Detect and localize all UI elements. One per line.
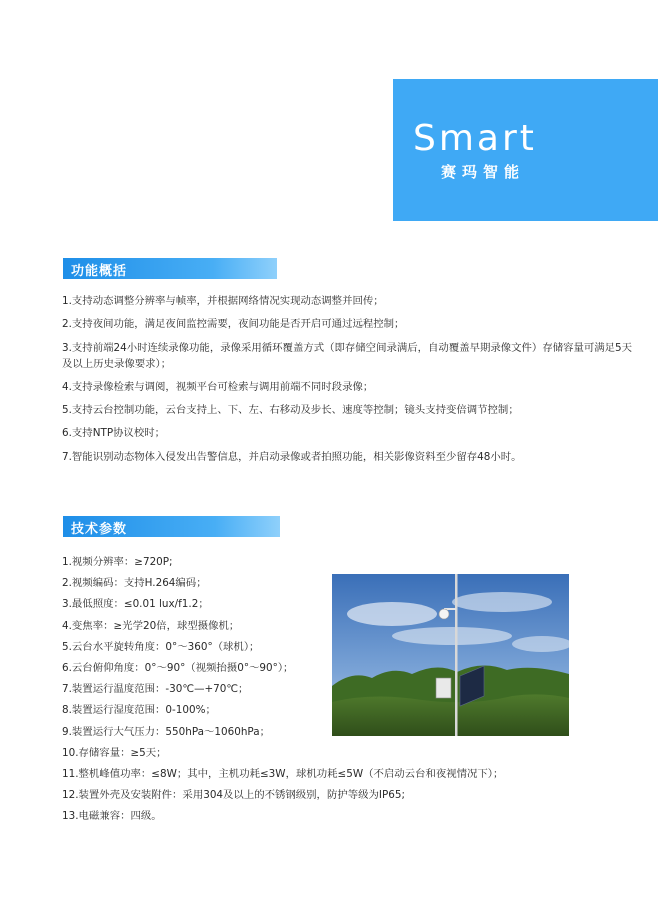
feature-item: 6.支持NTP协议校时；: [62, 427, 166, 440]
features-section-header: [63, 258, 277, 279]
feature-item: 4.支持录像检索与调阅，视频平台可检索与调用前端不同时段录像；: [62, 380, 374, 393]
feature-item: 3.支持前端24小时连续录像功能，录像采用循环覆盖方式（即存储空间录满后，自动覆盖早期录像文件）存储容量可满足5天及以上历史录像要求）；: [62, 341, 633, 370]
spec-item: 5.云台水平旋转角度：0°～360°（球机）；: [62, 640, 260, 653]
spec-item: 4.变焦率：≥光学20倍，球型摄像机；: [62, 619, 240, 632]
dome-camera: [439, 609, 449, 619]
feature-item: 5.支持云台控制功能，云台支持上、下、左、右移动及步长、速度等控制；镜头支持变倍调节控制；: [62, 404, 519, 417]
specs-section-header: [63, 516, 280, 537]
brand-logo-chinese-name: 赛玛智能: [441, 163, 526, 181]
device-photo-illustration: [332, 574, 569, 736]
feature-item: 2.支持夜间功能，满足夜间监控需要，夜间功能是否开启可通过远程控制；: [62, 318, 405, 331]
spec-item: 11.整机峰值功率：≤8W；其中，主机功耗≤3W，球机功耗≤5W（不启动云台和夜视情况下）；: [62, 767, 504, 780]
specs-section-title: 技术参数: [71, 522, 128, 537]
equipment-box: [436, 678, 451, 698]
spec-item: 1.视频分辨率：≥720P;: [62, 556, 173, 568]
spec-item: 7.装置运行温度范围：-30℃—+70℃；: [62, 683, 249, 696]
brand-logo-wordmark: Smart: [413, 118, 537, 159]
spec-item: 8.装置运行湿度范围：0-100%；: [62, 704, 216, 717]
cloud: [452, 592, 552, 612]
spec-item: 12.装置外壳及安装附件：采用304及以上的不锈钢级别，防护等级为IP65;: [62, 789, 405, 802]
spec-item: 9.装置运行大气压力：550hPa～1060hPa；: [62, 725, 270, 738]
cloud: [392, 627, 512, 645]
features-section-title: 功能概括: [71, 264, 128, 279]
spec-item: 13.电磁兼容：四级。: [62, 810, 162, 823]
brand-logo-panel: [393, 79, 658, 221]
feature-item: 1.支持动态调整分辨率与帧率，并根据网络情况实现动态调整并回传；: [62, 295, 384, 307]
cloud: [347, 602, 437, 626]
spec-item: 10.存储容量：≥5天；: [62, 746, 167, 759]
features-list: [62, 293, 642, 472]
device-photo: [332, 574, 569, 736]
spec-item: 3.最低照度：≤0.01 lux/f1.2；: [62, 598, 209, 611]
spec-item: 2.视频编码：支持H.264编码；: [62, 577, 207, 590]
spec-item: 6.云台俯仰角度：0°～90°（视频抬摄0°～90°）；: [62, 661, 294, 674]
feature-item: 7.智能识别动态物体入侵发出告警信息，并启动录像或者拍照功能，相关影像资料至少留存48小时。: [62, 450, 522, 463]
mast-pole: [455, 574, 458, 736]
